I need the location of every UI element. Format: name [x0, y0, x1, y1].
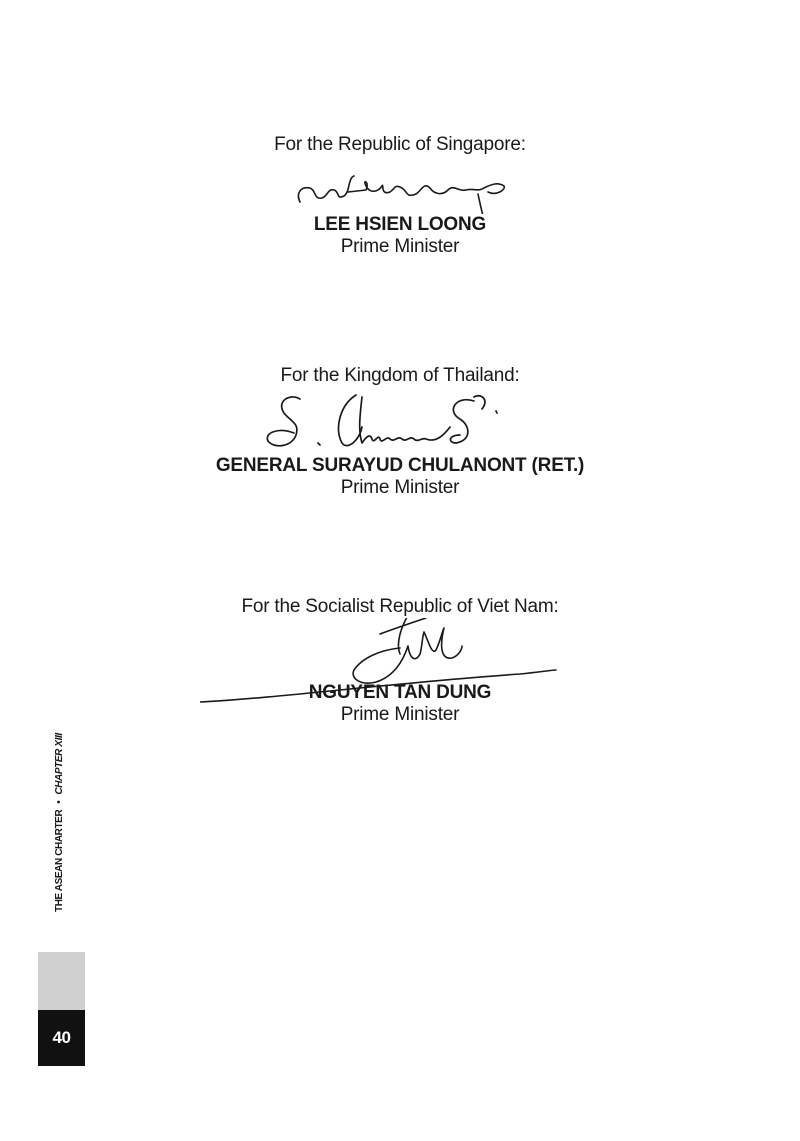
signature-block-vietnam [0, 596, 800, 726]
running-head-chapter: CHAPTER XIII [54, 733, 65, 795]
signature-lee-hsien-loong [270, 156, 530, 214]
signature-surayud-chulanont [260, 387, 540, 455]
signature-nguyen-tan-dung [200, 618, 600, 706]
name-thailand: GENERAL SURAYUD CHULANONT (RET.) [215, 455, 585, 476]
title-singapore: Prime Minister [340, 236, 460, 257]
running-head-title: THE ASEAN CHARTER [54, 809, 65, 912]
heading-thailand: For the Kingdom of Thailand: [280, 365, 520, 386]
title-thailand: Prime Minister [340, 477, 460, 498]
running-head-bullet: • [54, 800, 65, 804]
page-tab-grey [38, 952, 85, 1010]
title-vietnam: Prime Minister [340, 704, 460, 725]
running-head [54, 733, 65, 912]
signature-block-singapore [0, 134, 800, 258]
heading-singapore: For the Republic of Singapore: [274, 134, 526, 155]
heading-vietnam: For the Socialist Republic of Viet Nam: [241, 596, 559, 617]
page-number: 40 [38, 1010, 85, 1066]
signature-block-thailand [0, 365, 800, 499]
name-singapore: LEE HSIEN LOONG [313, 214, 487, 235]
name-vietnam: NGUYEN TAN DUNG [308, 682, 492, 703]
